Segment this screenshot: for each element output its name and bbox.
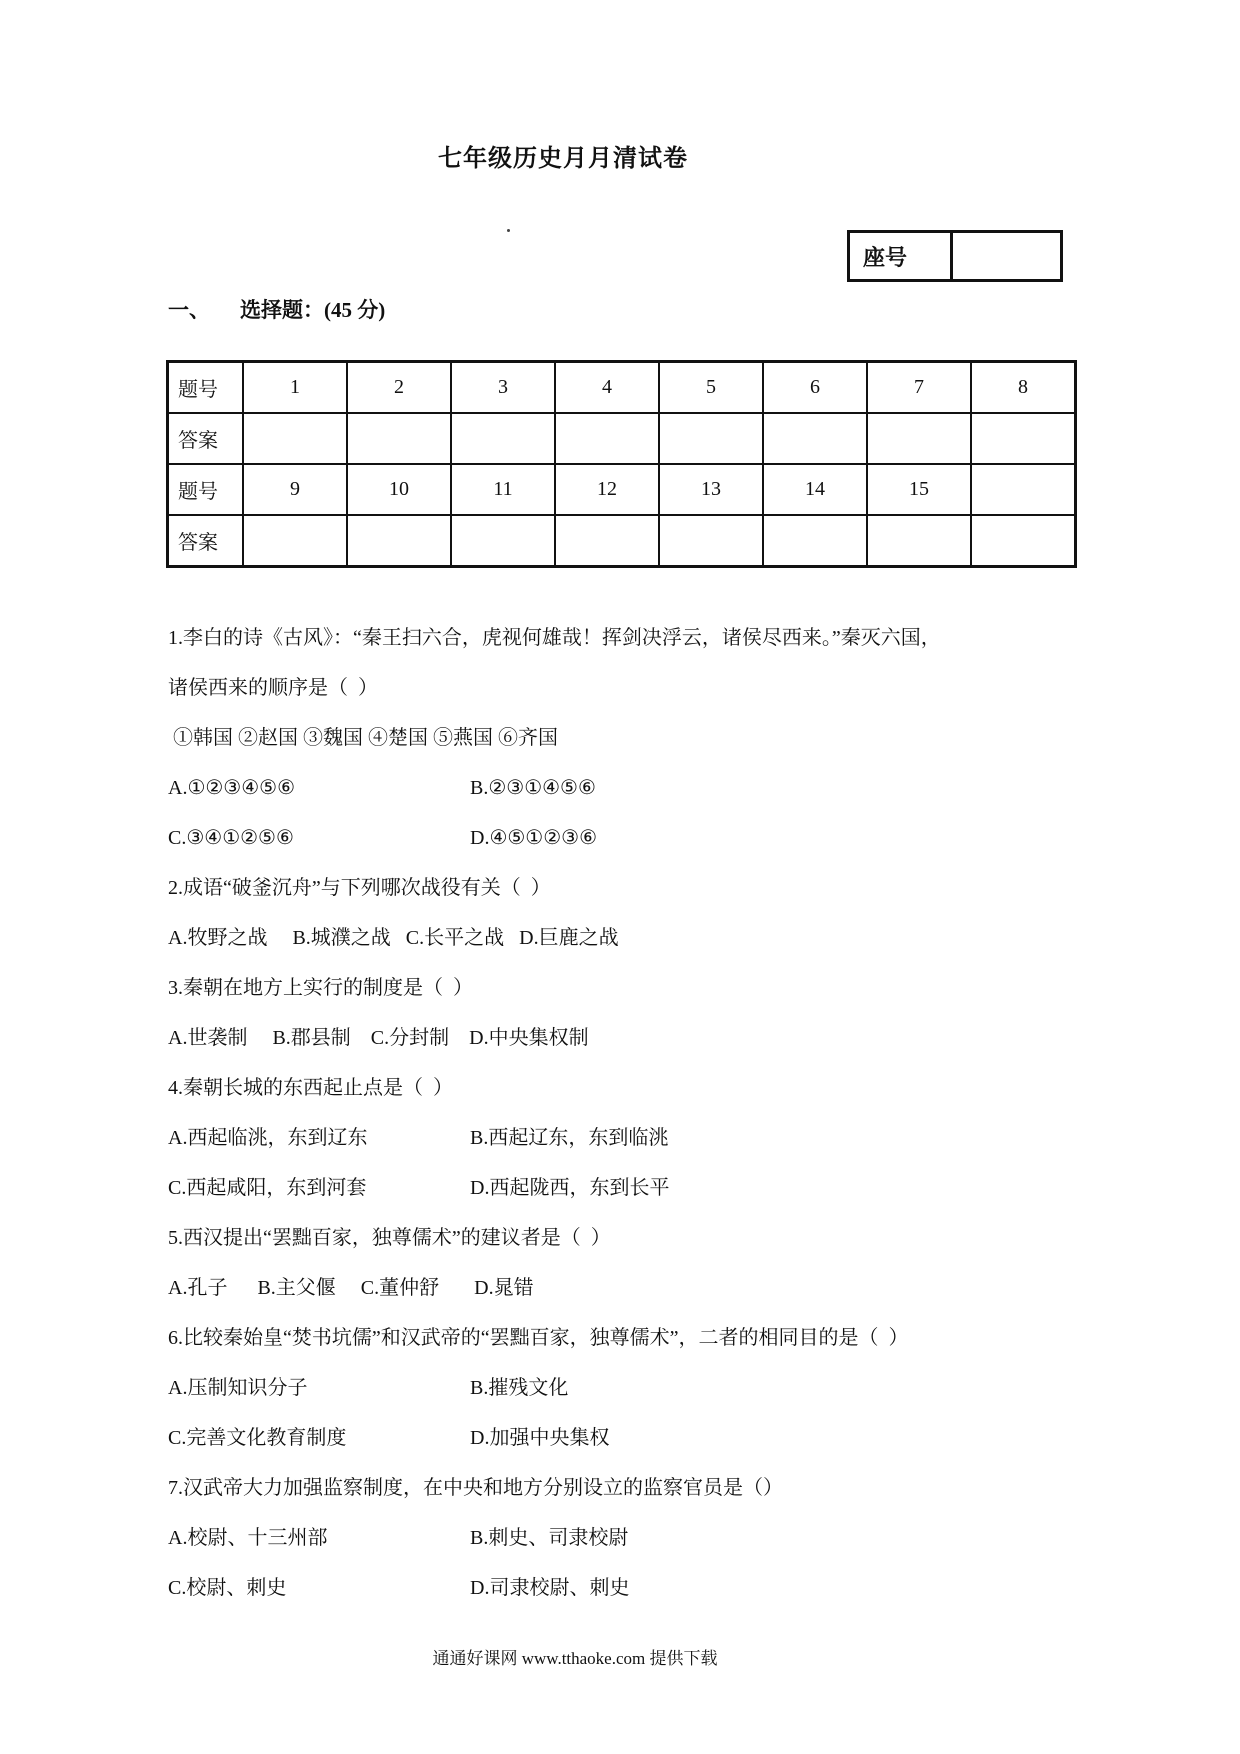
answer-cell	[659, 413, 763, 464]
option-text: A.西起临洮，东到辽东	[168, 1127, 368, 1149]
answer-cell: 14	[763, 464, 867, 515]
answer-cell	[347, 515, 451, 567]
answer-cell	[659, 515, 763, 567]
option-text: C.西起咸阳，东到河套	[168, 1177, 367, 1199]
seat-label: 座号	[850, 233, 953, 279]
answer-cell: 11	[451, 464, 555, 515]
answer-table	[166, 360, 1077, 568]
question-line	[168, 813, 1084, 863]
option-text: D.西起陇西，东到长平	[470, 1177, 670, 1199]
answer-cell	[971, 464, 1076, 515]
question-line	[168, 1113, 1084, 1163]
answer-cell: 2	[347, 362, 451, 414]
question-line: A.世袭制 B.郡县制 C.分封制 D.中央集权制	[168, 1027, 589, 1049]
option-text: D.司隶校尉、刺史	[470, 1577, 630, 1599]
table-row	[168, 464, 1076, 515]
answer-cell	[451, 413, 555, 464]
question-line: 5.西汉提出“罢黜百家，独尊儒术”的建议者是（ ）	[168, 1227, 611, 1249]
question-line	[168, 1513, 1084, 1563]
answer-cell: 13	[659, 464, 763, 515]
question-line: A.牧野之战 B.城濮之战 C.长平之战 D.巨鹿之战	[168, 927, 619, 949]
answer-cell	[971, 515, 1076, 567]
option-text: B.摧残文化	[470, 1377, 569, 1399]
answer-cell: 1	[243, 362, 347, 414]
answer-cell	[555, 515, 659, 567]
answer-cell: 3	[451, 362, 555, 414]
table-row	[168, 413, 1076, 464]
option-text: B.刺史、司隶校尉	[470, 1527, 629, 1549]
section-number: 一、	[168, 298, 210, 322]
answer-cell: 9	[243, 464, 347, 515]
option-text: D.④⑤①②③⑥	[470, 827, 598, 849]
question-line	[168, 1413, 1084, 1463]
answer-cell	[451, 515, 555, 567]
answer-cell: 15	[867, 464, 971, 515]
answer-cell	[971, 413, 1076, 464]
option-text: D.加强中央集权	[470, 1427, 610, 1449]
answer-cell	[555, 413, 659, 464]
question-line	[168, 763, 1084, 813]
question-line: A.孔子 B.主父偃 C.董仲舒 D.晁错	[168, 1277, 534, 1299]
answer-cell: 12	[555, 464, 659, 515]
row-label-cell: 答案	[168, 413, 244, 464]
answer-cell: 8	[971, 362, 1076, 414]
option-text: A.①②③④⑤⑥	[168, 777, 296, 799]
question-line: 3.秦朝在地方上实行的制度是（ ）	[168, 977, 473, 999]
answer-cell: 4	[555, 362, 659, 414]
answer-cell	[347, 413, 451, 464]
option-text: B.②③①④⑤⑥	[470, 777, 596, 799]
footer-text: 通通好课网 www.tthaoke.com 提供下载	[432, 1649, 718, 1668]
option-text: B.西起辽东，东到临洮	[470, 1127, 669, 1149]
answer-cell	[243, 413, 347, 464]
answer-cell: 10	[347, 464, 451, 515]
question-line: ①韩国 ②赵国 ③魏国 ④楚国 ⑤燕国 ⑥齐国	[168, 727, 558, 749]
answer-cell	[763, 413, 867, 464]
row-label-cell: 题号	[168, 362, 244, 414]
page-title: 七年级历史月月清试卷	[438, 146, 688, 172]
answer-cell	[867, 515, 971, 567]
table-row	[168, 362, 1076, 414]
answer-cell	[243, 515, 347, 567]
seat-value-cell	[953, 233, 1060, 279]
option-text: A.压制知识分子	[168, 1377, 308, 1399]
question-line: 4.秦朝长城的东西起止点是（ ）	[168, 1077, 453, 1099]
answer-cell: 6	[763, 362, 867, 414]
answer-cell	[867, 413, 971, 464]
option-text: C.校尉、刺史	[168, 1577, 287, 1599]
answer-cell	[763, 515, 867, 567]
answer-table-body	[168, 362, 1076, 567]
row-label-cell: 答案	[168, 515, 244, 567]
question-line: 2.成语“破釜沉舟”与下列哪次战役有关（ ）	[168, 877, 551, 899]
question-line	[168, 1363, 1084, 1413]
row-label-cell: 题号	[168, 464, 244, 515]
questions	[168, 613, 1084, 1613]
table-row	[168, 515, 1076, 567]
question-line: 1.李白的诗《古风》：“秦王扫六合，虎视何雄哉！挥剑决浮云，诸侯尽西来。”秦灭六国，	[168, 627, 941, 649]
stray-dot	[507, 229, 510, 232]
answer-cell: 5	[659, 362, 763, 414]
question-line: 6.比较秦始皇“焚书坑儒”和汉武帝的“罢黜百家，独尊儒术”，二者的相同目的是（ ）	[168, 1327, 909, 1349]
seat-number-box	[847, 230, 1063, 282]
option-text: A.校尉、十三州部	[168, 1527, 328, 1549]
section-title: 选择题：(45 分)	[240, 298, 386, 322]
option-text: C.完善文化教育制度	[168, 1427, 347, 1449]
section-heading	[168, 294, 385, 324]
question-line: 7.汉武帝大力加强监察制度，在中央和地方分别设立的监察官员是（）	[168, 1477, 783, 1499]
question-line: 诸侯西来的顺序是（ ）	[168, 677, 378, 699]
answer-cell: 7	[867, 362, 971, 414]
option-text: C.③④①②⑤⑥	[168, 827, 294, 849]
question-line	[168, 1563, 1084, 1613]
question-line	[168, 1163, 1084, 1213]
